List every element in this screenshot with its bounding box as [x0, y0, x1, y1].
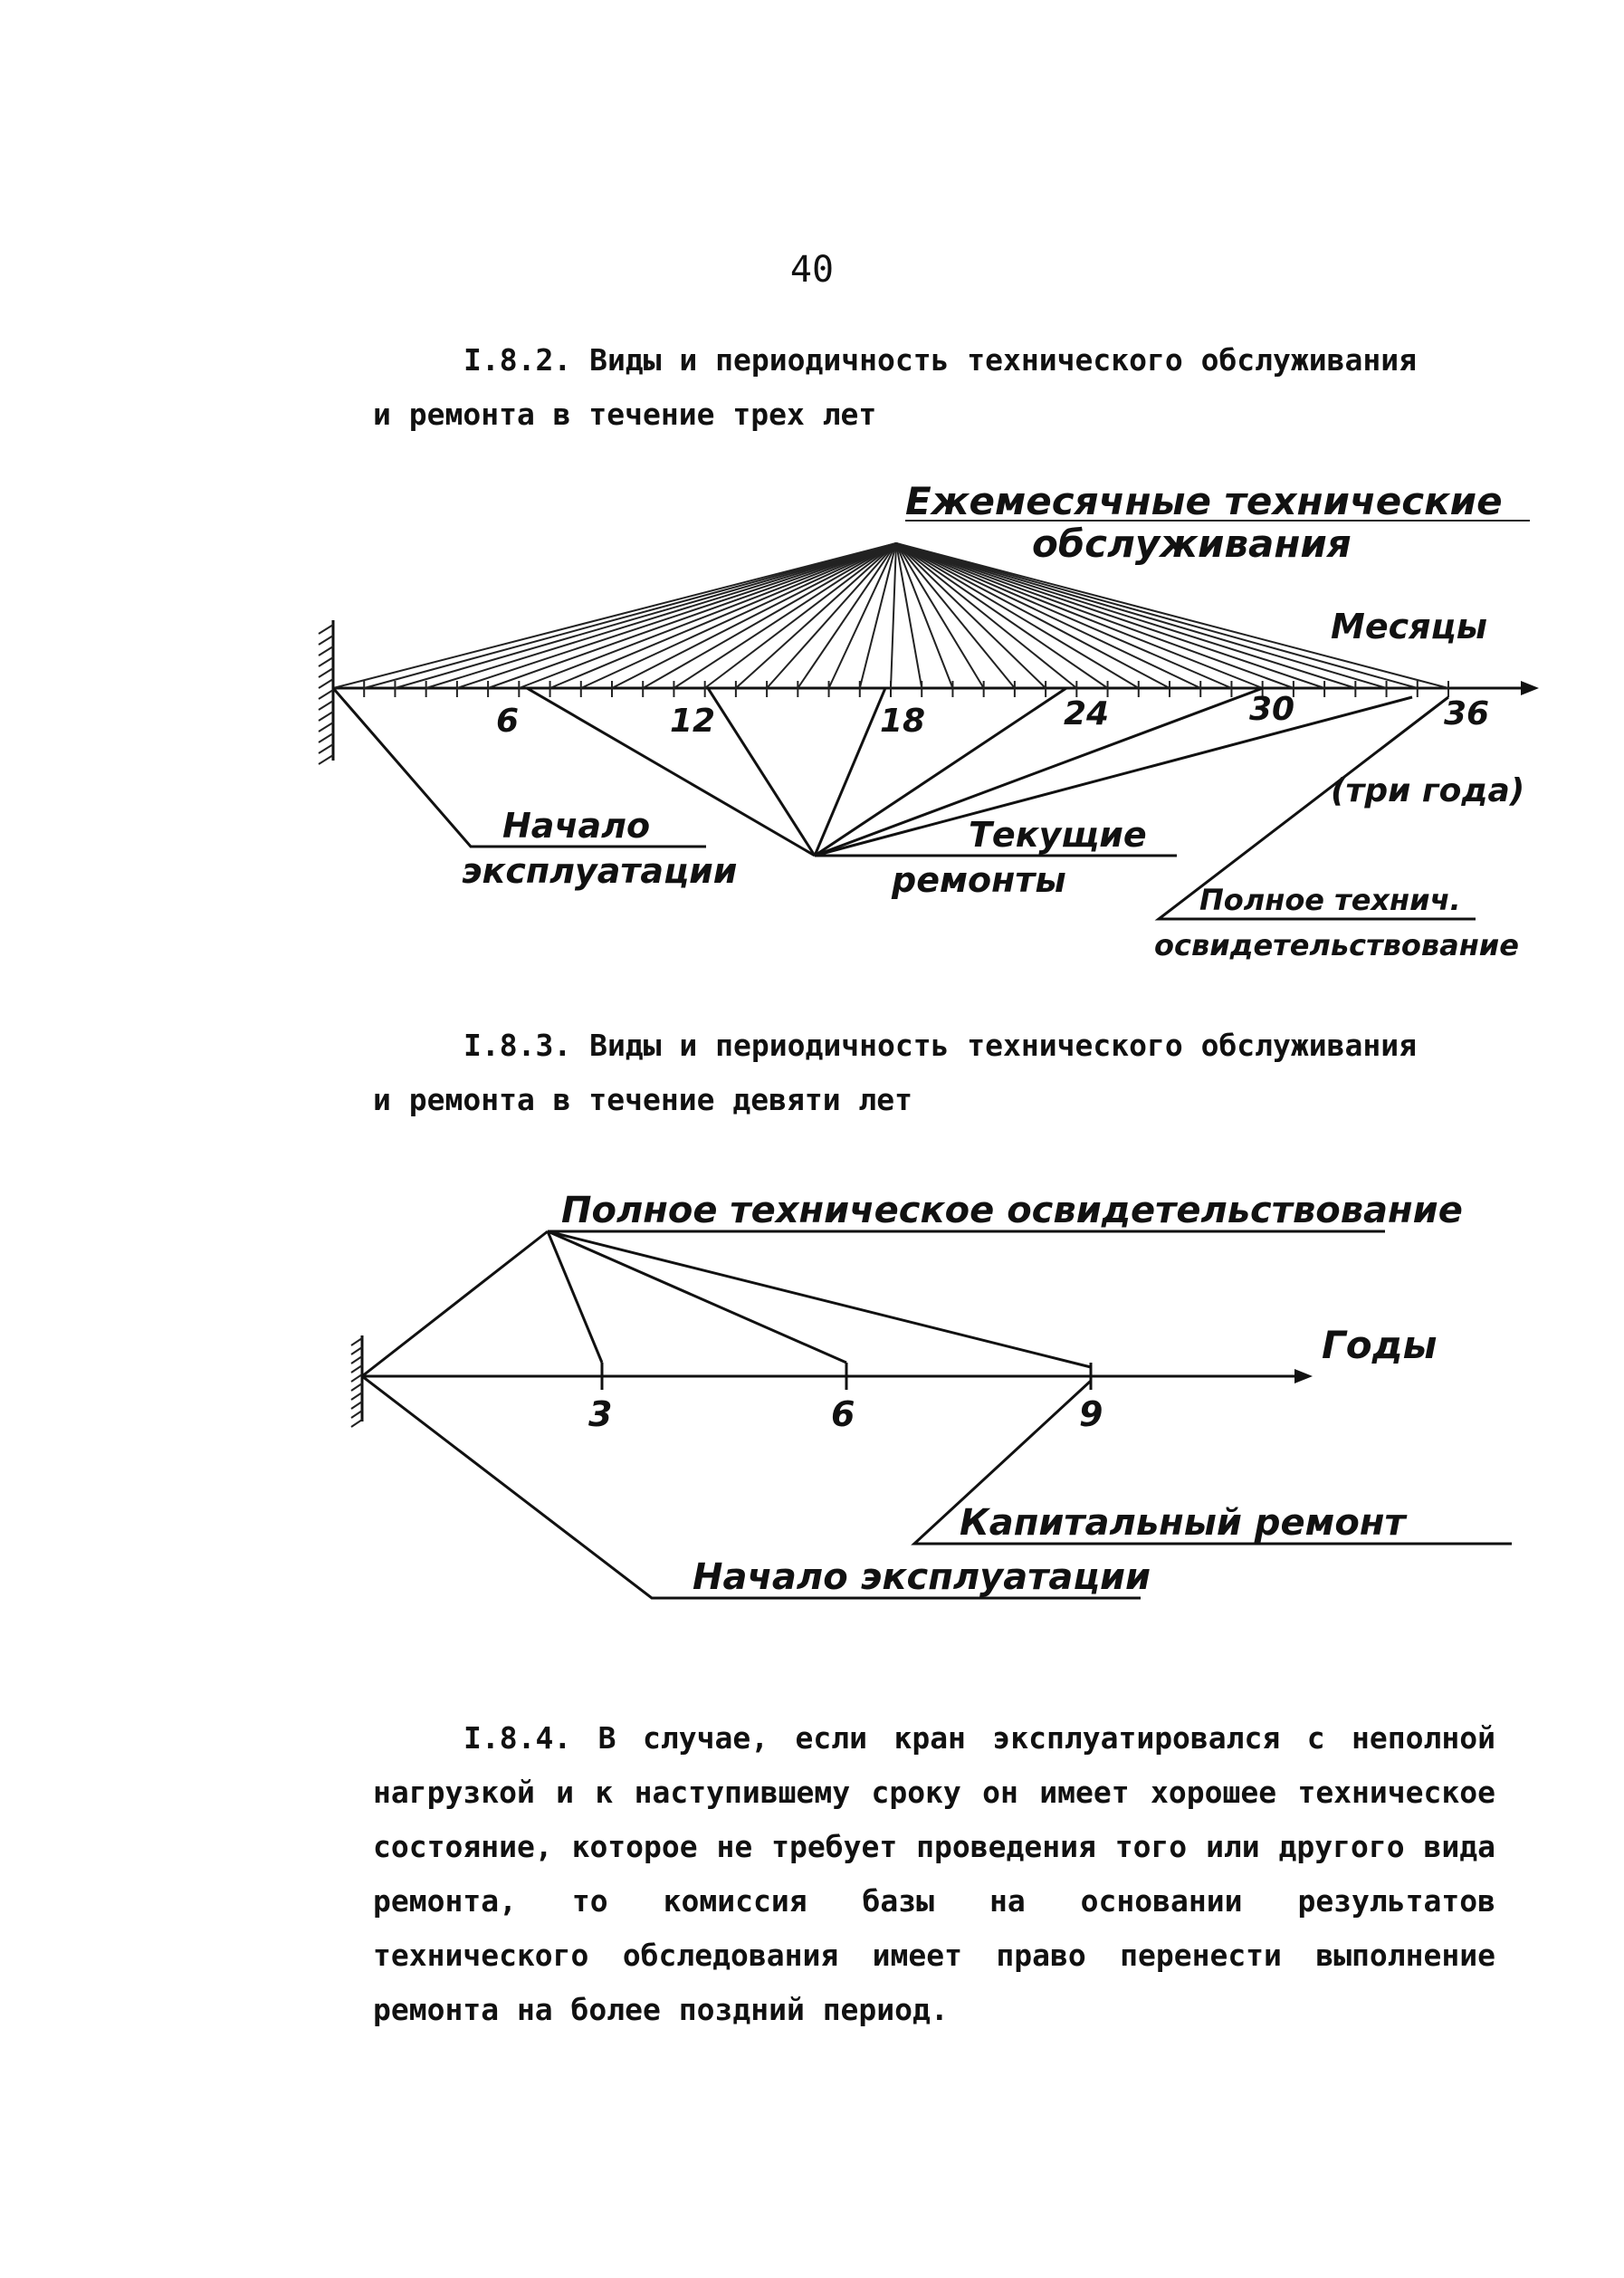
page-number: 40 [789, 249, 835, 291]
tick-label-6-years: 6 [831, 1394, 855, 1434]
wall-hatch-2 [351, 1335, 362, 1427]
hatch-mark [319, 744, 333, 753]
capital-repair-label: Капитальный ремонт [960, 1502, 1406, 1544]
wall-hatch-1 [319, 620, 333, 764]
section-1-8-4-paragraph: I.8.4. В случае, если кран эксплуатировался с неполной нагрузкой и к наступившему сроку он имеет хорошее техническое состояние, которое не требует проведения того или другого вида ремонта, то комиссия базы на основании результатов технического обследования имеет право перенести выполнение ремонта на более поздний период. [373, 1720, 1495, 2027]
hatch-mark [351, 1402, 362, 1409]
hatch-mark [351, 1356, 362, 1364]
hatch-mark [319, 625, 333, 634]
hatch-mark [351, 1365, 362, 1373]
tick-label-12: 12 [670, 703, 716, 740]
hatch-mark [319, 646, 333, 656]
inspection-lines [362, 1231, 1385, 1376]
inspection-label-line1: Полное технич. [1199, 883, 1461, 917]
tick-label-9: 9 [1079, 1394, 1103, 1434]
maintenance-line [488, 543, 896, 688]
monthly-label-line1: Ежемесячные технические [905, 479, 1503, 523]
months-axis-label: Месяцы [1331, 607, 1488, 646]
hatch-mark [319, 679, 333, 688]
hatch-mark [319, 755, 333, 764]
tick-label-30: 30 [1249, 691, 1295, 728]
hatch-mark [319, 723, 333, 732]
three-years-label: (три года) [1331, 772, 1525, 809]
repairs-label-line2: ремонты [892, 860, 1066, 900]
section-heading-1-8-2: I.8.2. Виды и периодичность технического обслуживания и ремонта в течение трех лет [373, 342, 1417, 432]
maintenance-line [426, 543, 896, 688]
months-axis-arrow [1521, 681, 1539, 695]
nine-year-diagram [0, 1168, 1624, 1621]
hatch-mark [351, 1383, 362, 1391]
hatch-mark [319, 733, 333, 742]
hatch-mark [319, 701, 333, 710]
section-heading-1-8-3: I.8.3. Виды и периодичность технического обслуживания и ремонта в течение девяти лет [373, 1028, 1417, 1117]
maintenance-line [612, 543, 896, 688]
hatch-mark [319, 712, 333, 721]
hatch-mark [351, 1347, 362, 1354]
repairs-label-line1: Текущие [969, 815, 1147, 855]
maintenance-line [550, 543, 896, 688]
tick-label-6: 6 [496, 703, 520, 740]
three-year-diagram [0, 471, 1624, 1014]
maintenance-line [395, 543, 896, 688]
tick-label-18: 18 [880, 703, 926, 740]
years-axis-label: Годы [1322, 1323, 1438, 1367]
start-label-line1: Начало [502, 806, 651, 846]
maintenance-line [643, 543, 896, 688]
start-label-line2: эксплуатации [462, 851, 738, 891]
hatch-mark [351, 1411, 362, 1418]
hatch-mark [319, 690, 333, 699]
years-axis-arrow [1294, 1369, 1313, 1383]
tick-label-24: 24 [1064, 695, 1110, 732]
start-label-2: Начало эксплуатации [693, 1556, 1151, 1598]
hatch-mark [351, 1338, 362, 1345]
tick-label-3: 3 [588, 1394, 613, 1434]
hatch-mark [351, 1393, 362, 1400]
hatch-mark [319, 657, 333, 666]
tick-label-36: 36 [1444, 695, 1490, 732]
hatch-mark [319, 668, 333, 677]
monthly-label-line2: обслуживания [1032, 522, 1352, 566]
hatch-mark [351, 1374, 362, 1382]
inspection-label-2: Полное техническое освидетельствование [561, 1190, 1463, 1231]
hatch-mark [319, 636, 333, 645]
inspection-label-line2: освидетельствование [1154, 928, 1519, 962]
maintenance-line [705, 543, 896, 688]
hatch-mark [351, 1420, 362, 1427]
